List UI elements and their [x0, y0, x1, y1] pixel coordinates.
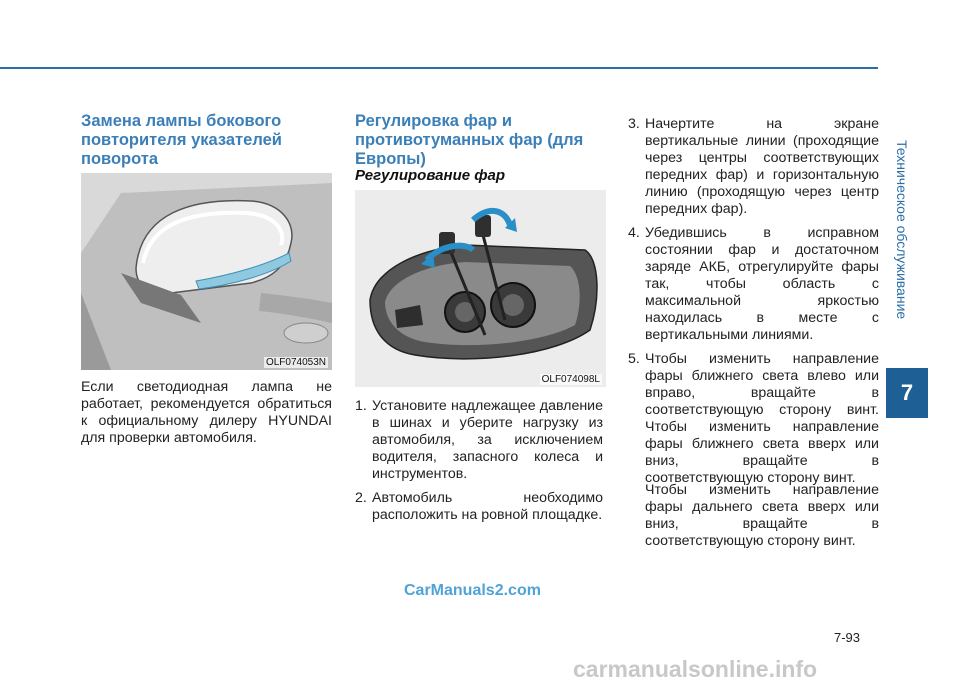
list-item: 1. Установите надлежащее давление в шинах и уберите нагрузку из автомобиля, за исключением водителя, запасного колеса и инструментов. — [355, 398, 603, 482]
mirror-repeater-figure — [81, 173, 332, 370]
list-item: 5. Чтобы изменить направление фары ближнего света влево или вправо, вращайте в соответствующую сторону винт. Чтобы изменить направление фары ближнего света вверх или вниз, вращайте в соответствующую сторону винт. — [628, 351, 879, 486]
page-number: 7-93 — [834, 630, 861, 645]
section-title-headlamp-aiming: Регулировка фар и противотуманных фар (для Европы) — [355, 112, 584, 168]
mirror-illustration — [81, 173, 332, 370]
figure-code: OLF074053N — [265, 357, 326, 368]
figure-code: OLF074098L — [541, 374, 600, 385]
watermark-footer: carmanualsonline.info — [573, 656, 818, 682]
headlamp-aiming-figure — [355, 190, 606, 387]
steps-list-middle — [355, 398, 603, 531]
header-rule — [0, 67, 878, 69]
steps-list-right — [628, 116, 879, 494]
high-beam-note: Чтобы изменить направление фары дальнего света вверх или вниз, вращайте в соответствующую сторону винт. — [645, 482, 879, 549]
section-title-side-repeater: Замена лампы бокового повторителя указателей поворота — [81, 112, 282, 168]
chapter-side-title: Техническое обслуживание — [894, 140, 910, 320]
led-note-text: Если светодиодная лампа не работает, рекомендуется обратиться к официальному дилеру HYUNDAI для проверки автомобиля. — [81, 379, 332, 446]
list-item: 4. Убедившись в исправном состоянии фар и достаточном заряде АКБ, отрегулируйте фары так, чтобы область с максимальной яркостью находилась в месте с вертикальными линиями. — [628, 225, 879, 343]
headlamp-illustration — [355, 190, 606, 387]
list-item: 2. Автомобиль необходимо расположить на ровной площадке. — [355, 490, 603, 523]
watermark-link[interactable]: CarManuals2.com — [404, 582, 541, 599]
subsection-title: Регулирование фар — [355, 167, 506, 184]
list-item: 3. Начертите на экране вертикальные линии (проходящие через центры соответствующих передних фар) и горизонтальную линию (проходящую через центр передних фар). — [628, 116, 879, 217]
chapter-number-tab: 7 — [886, 368, 928, 418]
